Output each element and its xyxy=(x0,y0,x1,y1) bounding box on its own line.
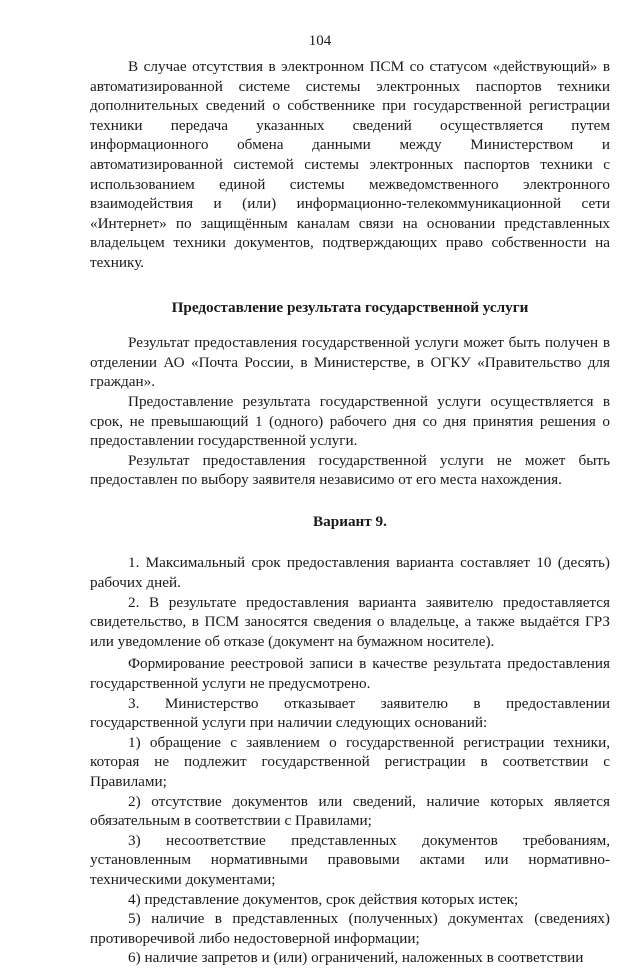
result-paragraph: Результат предоставления государственной услуги может быть получен в отделении АО «Почта России, в Министерстве, в ОГКУ «Правительство для граждан». xyxy=(90,334,610,391)
variant-paragraph: Формирование реестровой записи в качестве результата предоставления государственной услуги не предусмотрено. xyxy=(90,655,610,693)
variant-heading: Вариант 9. xyxy=(313,512,387,530)
refusal-ground-item: 2) отсутствие документов или сведений, наличие которых является обязательным в соответствии с Правилами; xyxy=(90,792,610,830)
refusal-ground-item: 4) представление документов, срок действия которых истек; xyxy=(128,890,519,908)
result-paragraph: Результат предоставления государственной услуги не может быть предоставлен по выбору заявителя независимо от его места нахождения. xyxy=(90,451,610,489)
intro-paragraph: В случае отсутствия в электронном ПСМ со статусом «действующий» в автоматизированной системе системы электронных паспортов техники дополнительных сведений о собственнике при государственной регистрации техники передача указанных сведений осуществляется путем информационного обмена данными между Министерством и автоматизированной системой системы электронных паспортов техники с использованием единой системы межведомственного электронного взаимодействия и (или) информационно-телекоммуникационной сети «Интернет» по защищённым каналам связи на основании представленных владельцем техники документов, подтверждающих право собственности на технику. xyxy=(90,58,610,271)
refusal-ground-item: 3) несоответствие представленных документов требованиям, установленным нормативными правовыми актами или нормативно-техническими документами; xyxy=(90,831,610,888)
result-section-heading: Предоставление результата государственной услуги xyxy=(171,298,529,316)
refusal-ground-item: 1) обращение с заявлением о государственной регистрации техники, которая не подлежит государственной регистрации в соответствии с Правилами; xyxy=(90,733,610,790)
page-number: 104 xyxy=(308,33,332,49)
result-paragraph: Предоставление результата государственной услуги осуществляется в срок, не превышающий 1 (одного) рабочего дня со дня принятия решения о предоставлении государственной услуги. xyxy=(90,392,610,450)
refusal-ground-item: 5) наличие в представленных (полученных) документах (сведениях) противоречивой либо недостоверной информации; xyxy=(90,910,610,947)
variant-paragraph: 2. В результате предоставления варианта заявителю предоставляется свидетельство, в ПСМ заносятся сведения о владельце, а также выдаётся ГРЗ или уведомление об отказе (документ на бумажном носителе). xyxy=(90,593,610,650)
variant-paragraph: 1. Максимальный срок предоставления варианта составляет 10 (десять) рабочих дней. xyxy=(90,554,610,592)
refusal-ground-item: 6) наличие запретов и (или) ограничений, наложенных в соответствии xyxy=(128,949,584,967)
document-body xyxy=(90,57,610,968)
variant-paragraph: 3. Министерство отказывает заявителю в предоставлении государственной услуги при наличии следующих оснований: xyxy=(90,694,610,732)
